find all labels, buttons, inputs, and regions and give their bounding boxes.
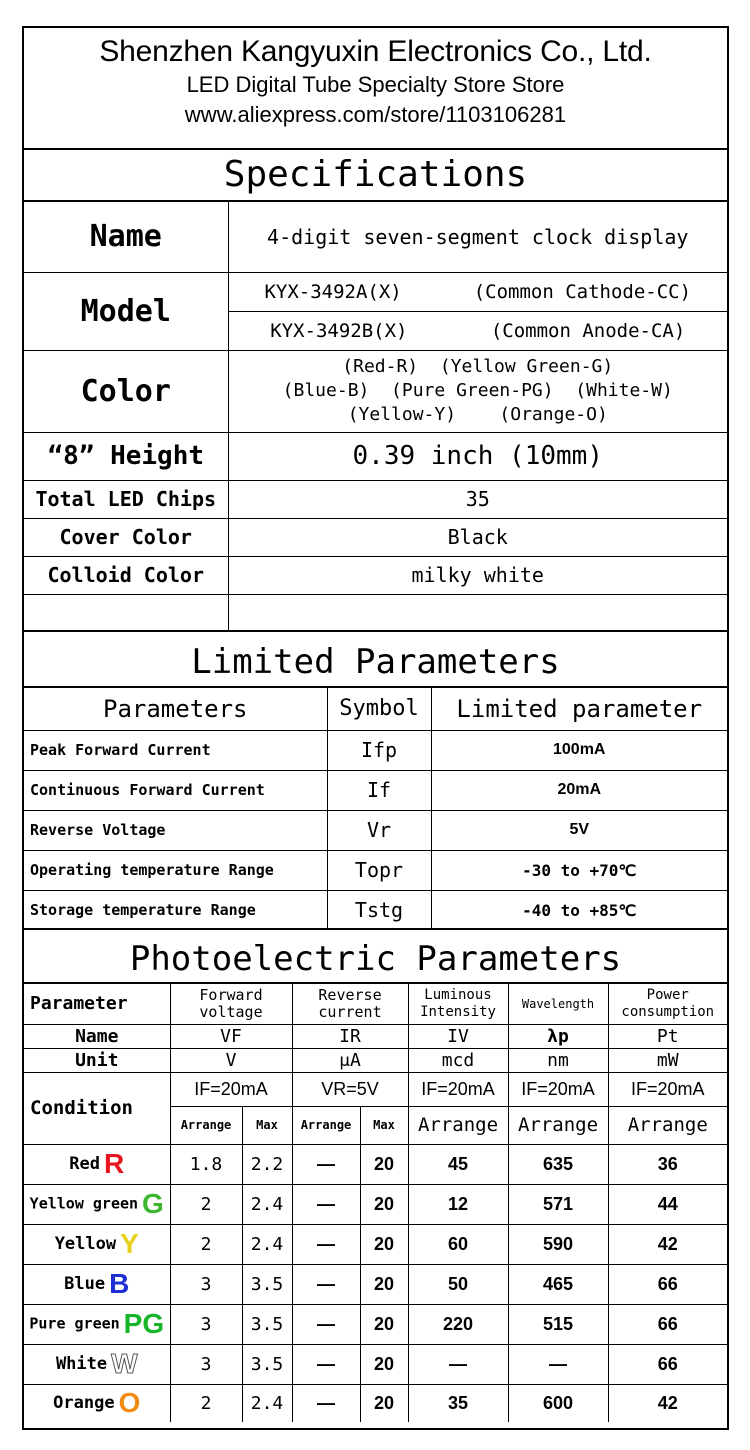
pe-cond-vf: IF=20mA <box>170 1072 292 1106</box>
spec-sheet <box>22 26 729 1430</box>
pe-ir-max: 20 <box>360 1264 408 1304</box>
spec-value-cover: Black <box>228 518 727 556</box>
spec-empty-value <box>228 594 727 630</box>
pe-iv: — <box>408 1344 508 1384</box>
limited-table <box>24 688 727 930</box>
color-name-label: Pure green <box>29 1314 120 1333</box>
pe-color-name <box>24 1144 170 1184</box>
limited-value: 20mA <box>431 770 727 810</box>
pe-unit-pt: mW <box>608 1048 727 1072</box>
limited-value: -30 to +70℃ <box>431 850 727 890</box>
spec-row-model <box>24 272 727 350</box>
pe-ir-max: 20 <box>360 1144 408 1184</box>
pe-ir-max: 20 <box>360 1344 408 1384</box>
pe-ir-arrange: — <box>292 1344 360 1384</box>
limited-param: Operating temperature Range <box>24 850 327 890</box>
model-b-note: (Common Anode-CA) <box>490 319 686 342</box>
pe-power: 44 <box>608 1184 727 1224</box>
spec-empty-label <box>24 594 228 630</box>
spec-value-colloid: milky white <box>228 556 727 594</box>
pe-unit-ir: μA <box>292 1048 408 1072</box>
spec-row-color <box>24 350 727 432</box>
pe-color-name <box>24 1224 170 1264</box>
pe-header-wavelength: Wavelength <box>508 984 608 1024</box>
pe-vf-max: 3.5 <box>242 1344 292 1384</box>
pe-sub-pt-arrange: Arrange <box>608 1106 727 1144</box>
pe-name-pt: Pt <box>608 1024 727 1048</box>
pe-vf-arrange: 3 <box>170 1264 242 1304</box>
pe-power: 36 <box>608 1144 727 1184</box>
pe-color-row <box>24 1384 727 1422</box>
limited-param: Reverse Voltage <box>24 810 327 850</box>
model-a: KYX-3492A(X) <box>264 280 402 303</box>
spec-label-chips: Total LED Chips <box>24 480 228 518</box>
limited-header-value: Limited parameter <box>431 688 727 730</box>
pe-iv: 12 <box>408 1184 508 1224</box>
pe-header-row <box>24 984 727 1024</box>
pe-label-name: Name <box>24 1024 170 1048</box>
company-name: Shenzhen Kangyuxin Electronics Co., Ltd. <box>99 35 652 68</box>
pe-ir-arrange: — <box>292 1224 360 1264</box>
limited-value: -40 to +85℃ <box>431 890 727 930</box>
limited-row <box>24 730 727 770</box>
pe-sub-wl-arrange: Arrange <box>508 1106 608 1144</box>
pe-label-unit: Unit <box>24 1048 170 1072</box>
pe-cond-iv: IF=20mA <box>408 1072 508 1106</box>
pe-power: 66 <box>608 1264 727 1304</box>
color-line-3: (Yellow-Y) (Orange-O) <box>347 404 608 425</box>
pe-color-name <box>24 1184 170 1224</box>
pe-vf-arrange: 3 <box>170 1304 242 1344</box>
pe-vf-max: 3.5 <box>242 1264 292 1304</box>
pe-vf-arrange: 1.8 <box>170 1144 242 1184</box>
limited-value: 100mA <box>431 730 727 770</box>
spec-row-empty <box>24 594 727 630</box>
pe-wavelength: 465 <box>508 1264 608 1304</box>
model-b: KYX-3492B(X) <box>270 319 408 342</box>
color-letter-icon: Y <box>120 1228 139 1259</box>
spec-value-model <box>228 272 727 350</box>
pe-wavelength: 515 <box>508 1304 608 1344</box>
color-name-label: Yellow green <box>29 1194 139 1213</box>
limited-value: 5V <box>431 810 727 850</box>
spec-label-colloid: Colloid Color <box>24 556 228 594</box>
spec-row-chips <box>24 480 727 518</box>
limited-symbol: Vr <box>327 810 431 850</box>
color-letter-icon: B <box>109 1268 130 1299</box>
pe-iv: 35 <box>408 1384 508 1422</box>
pe-name-ir: IR <box>292 1024 408 1048</box>
limited-symbol: If <box>327 770 431 810</box>
pe-vf-max: 3.5 <box>242 1304 292 1344</box>
pe-ir-max: 20 <box>360 1224 408 1264</box>
color-letter-icon: W <box>111 1348 138 1379</box>
pe-label-condition: Condition <box>24 1072 170 1144</box>
pe-vf-max: 2.4 <box>242 1224 292 1264</box>
pe-ir-arrange: — <box>292 1144 360 1184</box>
color-name-label: Yellow <box>54 1234 117 1254</box>
limited-param: Peak Forward Current <box>24 730 327 770</box>
pe-cond-pt: IF=20mA <box>608 1072 727 1106</box>
pe-wavelength: 600 <box>508 1384 608 1422</box>
color-letter-icon: R <box>103 1148 125 1179</box>
pe-ir-max: 20 <box>360 1304 408 1344</box>
pe-vf-max: 2.4 <box>242 1384 292 1422</box>
pe-color-row <box>24 1264 727 1304</box>
photoelectric-title: Photoelectric Parameters <box>24 928 727 984</box>
spec-row-height <box>24 432 727 480</box>
limited-row <box>24 850 727 890</box>
limited-row <box>24 810 727 850</box>
pe-power: 42 <box>608 1224 727 1264</box>
pe-wavelength: — <box>508 1344 608 1384</box>
color-line-1: (Red-R) (Yellow Green-G) <box>342 356 614 377</box>
photoelectric-table <box>24 984 727 1422</box>
pe-sub-ir-max: Max <box>360 1106 408 1144</box>
pe-ir-arrange: — <box>292 1384 360 1422</box>
pe-color-name <box>24 1384 170 1422</box>
spec-label-color: Color <box>24 350 228 432</box>
store-url: www.aliexpress.com/store/1103106281 <box>184 102 567 127</box>
spec-value-name: 4-digit seven-segment clock display <box>228 202 727 272</box>
color-letter-icon: G <box>142 1188 164 1219</box>
pe-unit-iv: mcd <box>408 1048 508 1072</box>
pe-cond-ir: VR=5V <box>292 1072 408 1106</box>
specifications-table <box>24 202 727 630</box>
pe-sub-vf-arrange: Arrange <box>170 1106 242 1144</box>
limited-header-row <box>24 688 727 730</box>
company-header <box>24 28 727 150</box>
pe-unit-vf: V <box>170 1048 292 1072</box>
limited-symbol: Tstg <box>327 890 431 930</box>
pe-vf-arrange: 2 <box>170 1184 242 1224</box>
pe-iv: 220 <box>408 1304 508 1344</box>
spec-row-cover <box>24 518 727 556</box>
pe-header-power-consumption: Power consumption <box>608 984 727 1024</box>
pe-sub-iv-arrange: Arrange <box>408 1106 508 1144</box>
pe-color-row <box>24 1144 727 1184</box>
pe-name-row <box>24 1024 727 1048</box>
pe-name-iv: IV <box>408 1024 508 1048</box>
spec-label-model: Model <box>24 272 228 350</box>
pe-name-lambda: λp <box>508 1024 608 1048</box>
limited-param: Storage temperature Range <box>24 890 327 930</box>
color-name-label: Orange <box>53 1393 115 1414</box>
model-a-note: (Common Cathode-CC) <box>473 280 692 303</box>
pe-wavelength: 590 <box>508 1224 608 1264</box>
pe-name-vf: VF <box>170 1024 292 1048</box>
pe-header-luminous-intensity: Luminous Intensity <box>408 984 508 1024</box>
pe-vf-arrange: 3 <box>170 1344 242 1384</box>
pe-color-row <box>24 1304 727 1344</box>
spec-row-colloid <box>24 556 727 594</box>
pe-sub-vf-max: Max <box>242 1106 292 1144</box>
pe-power: 42 <box>608 1384 727 1422</box>
pe-vf-max: 2.2 <box>242 1144 292 1184</box>
pe-color-rows <box>24 1144 727 1422</box>
pe-ir-arrange: — <box>292 1184 360 1224</box>
pe-power: 66 <box>608 1344 727 1384</box>
color-line-2: (Blue-B) (Pure Green-PG) (White-W) <box>282 380 673 401</box>
pe-color-name <box>24 1304 170 1344</box>
pe-iv: 50 <box>408 1264 508 1304</box>
pe-color-row <box>24 1184 727 1224</box>
pe-color-name <box>24 1264 170 1304</box>
pe-color-name <box>24 1344 170 1384</box>
color-letter-icon: PG <box>123 1308 165 1339</box>
limited-row <box>24 890 727 930</box>
limited-header-symbol: Symbol <box>327 688 431 730</box>
pe-header-reverse-current: Reverse current <box>292 984 408 1024</box>
pe-unit-row <box>24 1048 727 1072</box>
pe-condition-row <box>24 1072 727 1106</box>
spec-label-cover: Cover Color <box>24 518 228 556</box>
spec-label-height: “8” Height <box>24 432 228 480</box>
pe-cond-wl: IF=20mA <box>508 1072 608 1106</box>
color-name-label: Blue <box>64 1274 106 1294</box>
pe-vf-arrange: 2 <box>170 1224 242 1264</box>
color-letter-icon: O <box>118 1387 141 1419</box>
pe-iv: 60 <box>408 1224 508 1264</box>
pe-color-row <box>24 1224 727 1264</box>
limited-header-param: Parameters <box>24 688 327 730</box>
pe-color-row <box>24 1344 727 1384</box>
pe-ir-arrange: — <box>292 1264 360 1304</box>
pe-vf-arrange: 2 <box>170 1384 242 1422</box>
pe-sub-ir-arrange: Arrange <box>292 1106 360 1144</box>
limited-row <box>24 770 727 810</box>
specifications-title: Specifications <box>24 150 727 202</box>
limited-param: Continuous Forward Current <box>24 770 327 810</box>
spec-value-chips: 35 <box>228 480 727 518</box>
pe-ir-arrange: — <box>292 1304 360 1344</box>
pe-power: 66 <box>608 1304 727 1344</box>
limited-symbol: Topr <box>327 850 431 890</box>
spec-row-name <box>24 202 727 272</box>
pe-unit-wl: nm <box>508 1048 608 1072</box>
spec-value-height: 0.39 inch (10mm) <box>228 432 727 480</box>
pe-vf-max: 2.4 <box>242 1184 292 1224</box>
pe-ir-max: 20 <box>360 1184 408 1224</box>
store-name: LED Digital Tube Specialty Store Store <box>186 72 565 97</box>
pe-wavelength: 635 <box>508 1144 608 1184</box>
color-name-label: Red <box>69 1154 100 1174</box>
pe-wavelength: 571 <box>508 1184 608 1224</box>
pe-ir-max: 20 <box>360 1384 408 1422</box>
pe-header-forward-voltage: Forward voltage <box>170 984 292 1024</box>
limited-title: Limited Parameters <box>24 630 727 688</box>
pe-iv: 45 <box>408 1144 508 1184</box>
spec-value-color <box>228 350 727 432</box>
pe-header-parameter: Parameter <box>24 984 170 1024</box>
spec-label-name: Name <box>24 202 228 272</box>
color-name-label: White <box>55 1354 108 1374</box>
limited-symbol: Ifp <box>327 730 431 770</box>
